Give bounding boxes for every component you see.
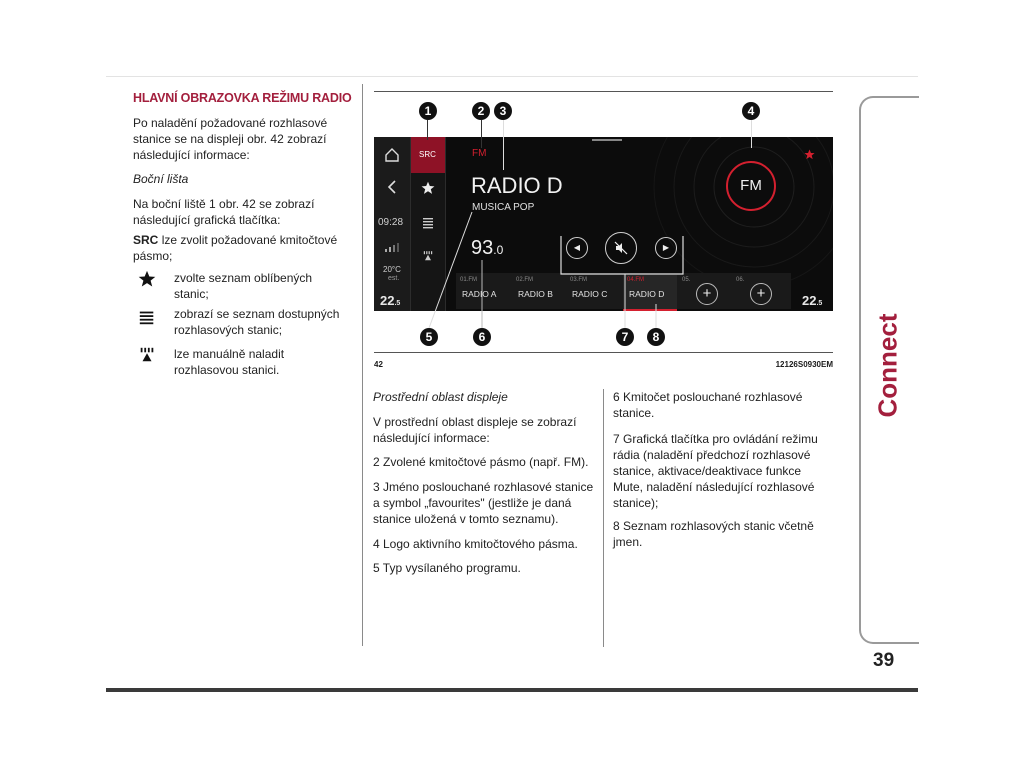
figure-bottom-rule — [374, 352, 833, 353]
preset-number: 04.FM — [627, 277, 645, 283]
bracket-lines — [555, 232, 690, 332]
callout-4: 4 — [742, 102, 760, 120]
star-icon — [138, 270, 156, 288]
antenna-icon — [138, 346, 156, 364]
intro-paragraph: Po naladění požadované rozhlasové stanice se na displeji obr. 42 zobrazí následující informace: — [133, 116, 328, 162]
preset-number: 05. — [682, 277, 691, 283]
add-preset-button[interactable]: + — [696, 283, 718, 305]
leader-line — [751, 120, 752, 148]
callout-7: 7 — [616, 328, 634, 346]
preset-label: RADIO D — [629, 289, 665, 299]
definition-text: zvolte seznam oblíbených stanic; — [174, 271, 313, 301]
back-icon[interactable] — [386, 179, 398, 195]
frequency-decimal: .0 — [493, 243, 504, 257]
page-number: 39 — [873, 650, 895, 671]
temperature-label: est. — [388, 275, 400, 282]
next-station-button[interactable]: ▶ — [655, 237, 677, 259]
clock: 09:28 — [378, 217, 404, 228]
figure-code: 12126S0930EM — [775, 360, 833, 369]
list-icon — [138, 308, 156, 326]
callout-3: 3 — [494, 102, 512, 120]
preset-label: RADIO A — [462, 289, 497, 299]
band-logo — [726, 161, 776, 211]
right-temp-decimal: .5 — [816, 300, 823, 307]
right-entry: 8 Seznam rozhlasových stanic včetně jmen. — [613, 519, 814, 549]
src-label: SRC — [133, 233, 159, 247]
definition-text: zobrazí se seznam dostupných rozhlasových stanic; — [174, 307, 340, 337]
definition-text: lze manuálně naladit rozhlasovou stanici. — [174, 347, 285, 377]
middle-entry: 3 Jméno poslouchané rozhlasové stanice a symbol „favourites" (jestliže je daná stanice uložená v tomto seznamu). — [373, 480, 594, 526]
leader-line — [503, 120, 504, 170]
leader-line — [427, 120, 428, 140]
left-temp-decimal: .5 — [394, 300, 401, 307]
middle-entry: 5 Typ vysílaného programu. — [373, 561, 521, 575]
sidebar-subheading: Boční lišta — [133, 172, 189, 186]
program-type: MUSICA POP — [472, 202, 535, 213]
callout-2: 2 — [472, 102, 490, 120]
sidebar-intro: Na boční liště 1 obr. 42 se zobrazí následující grafická tlačítka: — [133, 197, 315, 227]
band-indicator: FM — [472, 148, 487, 159]
drag-handle[interactable] — [592, 139, 622, 141]
leader-line — [481, 120, 482, 148]
figure-number: 42 — [374, 360, 383, 369]
add-preset-button[interactable]: + — [750, 283, 772, 305]
outside-temperature: 20°C — [383, 265, 401, 274]
callout-6: 6 — [473, 328, 491, 346]
left-temp-value: 22 — [380, 293, 395, 308]
preset-number: 06. — [736, 277, 745, 283]
favourites-button-icon[interactable] — [421, 181, 435, 195]
favourite-star-icon[interactable] — [804, 149, 815, 160]
definition-text: lze zvolit požadované kmitočtové pásmo; — [133, 233, 338, 263]
band-logo-text: FM — [740, 177, 762, 194]
previous-station-button[interactable]: ◀ — [566, 237, 588, 259]
column-divider — [362, 84, 363, 646]
callout-1: 1 — [419, 102, 437, 120]
middle-entry: 4 Logo aktivního kmitočtového pásma. — [373, 537, 578, 551]
right-entry: 7 Grafická tlačítka pro ovládání režimu rádia (naladění předchozí rozhlasové stanice, aktivace/deaktivace funkce Mute, naladění následující rozhlasové stanice); — [613, 432, 818, 510]
station-name: RADIO D — [471, 173, 563, 198]
middle-subheading: Prostřední oblast displeje — [373, 390, 508, 404]
top-rule — [106, 76, 918, 77]
leader-lines-lower — [374, 200, 497, 340]
preset-item-empty[interactable] — [732, 275, 786, 305]
section-tab-label: Connect — [872, 313, 903, 418]
column-divider — [603, 389, 604, 647]
preset-number: 03.FM — [570, 277, 588, 283]
callout-8: 8 — [647, 328, 665, 346]
src-label: SRC — [419, 150, 436, 159]
preset-label: RADIO C — [572, 289, 608, 299]
middle-entry: 2 Zvolené kmitočtové pásmo (např. FM). — [373, 455, 589, 469]
right-entry: 6 Kmitočet poslouchané rozhlasové stanice. — [613, 390, 803, 420]
right-climate-temp — [802, 293, 822, 308]
right-temp-value: 22 — [802, 293, 817, 308]
preset-number: 02.FM — [516, 277, 534, 283]
figure-top-rule — [374, 91, 833, 92]
bottom-rule — [106, 688, 918, 692]
preset-number: 01.FM — [460, 277, 478, 283]
home-icon[interactable] — [384, 147, 400, 163]
preset-label: RADIO B — [518, 289, 553, 299]
callout-5: 5 — [420, 328, 438, 346]
definition-item-src — [133, 232, 353, 264]
middle-intro: V prostřední oblast displeje se zobrazí následující informace: — [373, 415, 577, 445]
frequency-main: 93 — [471, 237, 494, 259]
section-heading: HLAVNÍ OBRAZOVKA REŽIMU RADIO — [133, 91, 352, 105]
